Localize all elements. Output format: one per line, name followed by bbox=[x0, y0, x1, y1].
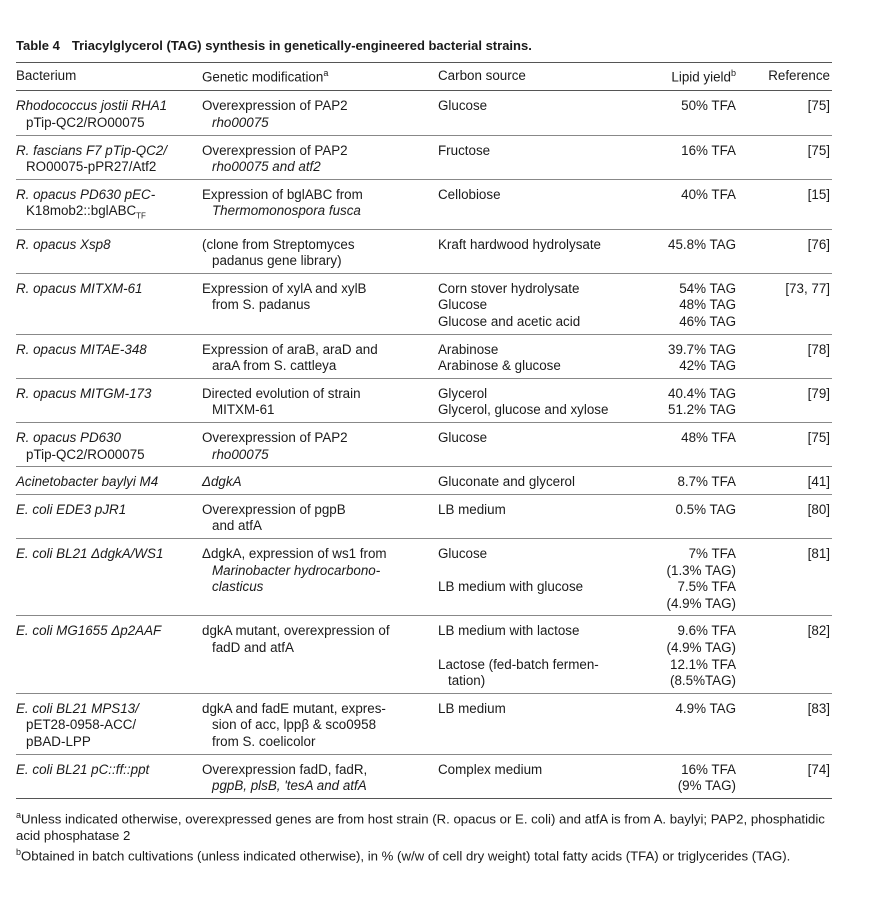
strain-line: E. coli BL21 ΔdgkA/WS1 bbox=[16, 546, 164, 562]
strain-line: R. opacus PD630 pEC- bbox=[16, 186, 156, 202]
cell-yield bbox=[642, 334, 758, 378]
modification-line: ΔdgkA, expression of ws1 from bbox=[202, 546, 387, 562]
cell-carbon bbox=[438, 378, 642, 422]
cell-modification bbox=[202, 494, 438, 538]
cell-yield bbox=[642, 616, 758, 693]
modification-line: Overexpression of PAP2 bbox=[202, 98, 348, 114]
cell-carbon bbox=[438, 539, 642, 616]
table-row bbox=[16, 273, 832, 334]
table-row bbox=[16, 135, 832, 179]
modification-line: Thermomonospora fusca bbox=[212, 203, 361, 219]
carbon-line: Cellobiose bbox=[438, 186, 501, 202]
carbon-line: Glucose and acetic acid bbox=[438, 314, 581, 330]
table-footnotes bbox=[16, 807, 832, 865]
table-row bbox=[16, 179, 832, 229]
strain-line: K18mob2::bglABC bbox=[26, 203, 137, 219]
table-row bbox=[16, 334, 832, 378]
yield-line: 42% TAG bbox=[679, 358, 736, 374]
cell-reference: [78] bbox=[807, 341, 830, 357]
strain-line: Acinetobacter baylyi M4 bbox=[16, 474, 159, 490]
table-row bbox=[16, 378, 832, 422]
footnote-a-marker: a bbox=[323, 68, 329, 78]
strain-line: R. opacus MITXM-61 bbox=[16, 280, 143, 296]
carbon-line: Arabinose bbox=[438, 341, 499, 357]
modification-line: Expression of araB, araD and bbox=[202, 341, 378, 357]
cell-bacterium bbox=[16, 378, 202, 422]
cell-bacterium bbox=[16, 693, 202, 754]
cell-bacterium bbox=[16, 494, 202, 538]
yield-line: 16% TFA bbox=[681, 142, 736, 158]
carbon-line: LB medium with lactose bbox=[438, 623, 580, 639]
cell-yield bbox=[642, 179, 758, 229]
cell-carbon bbox=[438, 423, 642, 467]
cell-bacterium bbox=[16, 135, 202, 179]
cell-carbon bbox=[438, 693, 642, 754]
header-yield-label: Lipid yield bbox=[671, 69, 731, 85]
footnote-b bbox=[16, 844, 832, 864]
cell-reference: [81] bbox=[807, 546, 830, 562]
table-row bbox=[16, 91, 832, 135]
carbon-line: Corn stover hydrolysate bbox=[438, 280, 580, 296]
cell-carbon bbox=[438, 616, 642, 693]
cell-yield bbox=[642, 693, 758, 754]
carbon-line: Glycerol, glucose and xylose bbox=[438, 402, 609, 418]
table-row bbox=[16, 494, 832, 538]
cell-modification bbox=[202, 91, 438, 135]
cell-modification bbox=[202, 467, 438, 495]
cell-reference: [83] bbox=[807, 700, 830, 716]
cell-yield bbox=[642, 754, 758, 798]
cell-modification bbox=[202, 539, 438, 616]
cell-carbon bbox=[438, 334, 642, 378]
cell-bacterium bbox=[16, 179, 202, 229]
strain-line: R. opacus MITGM-173 bbox=[16, 385, 152, 401]
header-lipid-yield bbox=[642, 63, 758, 91]
cell-modification bbox=[202, 334, 438, 378]
modification-line: Expression of xylA and xylB bbox=[202, 280, 367, 296]
cell-modification bbox=[202, 229, 438, 273]
yield-line: 9.6% TFA bbox=[677, 623, 736, 639]
carbon-line: LB medium with glucose bbox=[438, 579, 584, 595]
cell-modification bbox=[202, 378, 438, 422]
modification-line: Overexpression fadD, fadR, bbox=[202, 761, 368, 777]
cell-carbon bbox=[438, 754, 642, 798]
header-modification bbox=[202, 63, 438, 91]
cell-modification bbox=[202, 754, 438, 798]
yield-line: (4.9% TAG) bbox=[666, 595, 736, 611]
cell-yield bbox=[642, 229, 758, 273]
strain-subscript: TF bbox=[136, 212, 146, 222]
footnote-b-marker: b bbox=[730, 68, 736, 78]
modification-line: clasticus bbox=[212, 579, 264, 595]
cell-bacterium bbox=[16, 616, 202, 693]
yield-line: 7% TFA bbox=[688, 546, 736, 562]
yield-line: 40% TFA bbox=[681, 186, 736, 202]
yield-line: (1.3% TAG) bbox=[666, 562, 736, 578]
table-row bbox=[16, 693, 832, 754]
modification-line: dgkA mutant, overexpression of bbox=[202, 623, 390, 639]
cell-carbon bbox=[438, 467, 642, 495]
table-title: Triacylglycerol (TAG) synthesis in genetically-engineered bacterial strains. bbox=[71, 38, 532, 53]
strain-line: pET28-0958-ACC/ bbox=[26, 717, 137, 733]
cell-bacterium bbox=[16, 229, 202, 273]
modification-line: araA from S. cattleya bbox=[212, 358, 337, 374]
carbon-line: LB medium bbox=[438, 501, 506, 517]
carbon-gap bbox=[438, 563, 642, 580]
cell-reference: [79] bbox=[807, 385, 830, 401]
table-row bbox=[16, 423, 832, 467]
strain-line: RO00075-pPR27/Atf2 bbox=[26, 159, 157, 175]
modification-line: rho00075 and atf2 bbox=[212, 159, 321, 175]
cell-carbon bbox=[438, 135, 642, 179]
carbon-line: Lactose (fed-batch fermen- bbox=[438, 656, 599, 672]
footnote-a-mark: a bbox=[16, 809, 22, 820]
carbon-line: Glucose bbox=[438, 98, 488, 114]
cell-reference: [75] bbox=[807, 98, 830, 114]
yield-line: 40.4% TAG bbox=[668, 385, 736, 401]
header-carbon-source: Carbon source bbox=[438, 63, 642, 91]
modification-line: from S. coelicolor bbox=[212, 733, 316, 749]
header-row bbox=[16, 63, 832, 91]
cell-modification bbox=[202, 423, 438, 467]
cell-yield bbox=[642, 539, 758, 616]
yield-line: 0.5% TAG bbox=[675, 501, 736, 517]
carbon-line: Glucose bbox=[438, 430, 488, 446]
modification-line: fadD and atfA bbox=[212, 639, 294, 655]
table-row bbox=[16, 616, 832, 693]
cell-carbon bbox=[438, 91, 642, 135]
header-bacterium: Bacterium bbox=[16, 63, 202, 91]
carbon-gap bbox=[438, 640, 642, 657]
strain-line: pTip-QC2/RO00075 bbox=[26, 446, 145, 462]
cell-bacterium bbox=[16, 334, 202, 378]
strain-line: pBAD-LPP bbox=[26, 733, 91, 749]
modification-line: from S. padanus bbox=[212, 297, 311, 313]
cell-reference: [73, 77] bbox=[785, 280, 830, 296]
cell-yield bbox=[642, 423, 758, 467]
footnote-b-text: Obtained in batch cultivations (unless indicated otherwise), in % (w/w of cell dry weight) total fatty acids (TFA) or triglycerides (TAG). bbox=[21, 848, 791, 864]
cell-reference: [82] bbox=[807, 623, 830, 639]
cell-carbon bbox=[438, 273, 642, 334]
strain-line: E. coli BL21 pC::ff::ppt bbox=[16, 761, 150, 777]
cell-yield bbox=[642, 135, 758, 179]
footnote-b-mark: b bbox=[16, 847, 22, 858]
modification-line: padanus gene library) bbox=[212, 253, 342, 269]
carbon-line: Gluconate and glycerol bbox=[438, 474, 575, 490]
carbon-line: LB medium bbox=[438, 700, 506, 716]
cell-modification bbox=[202, 179, 438, 229]
strain-line: R. fascians F7 pTip-QC2/ bbox=[16, 142, 167, 158]
cell-carbon bbox=[438, 229, 642, 273]
table-row bbox=[16, 229, 832, 273]
modification-line: Overexpression of pgpB bbox=[202, 501, 346, 517]
yield-line: 48% TFA bbox=[681, 430, 736, 446]
cell-modification bbox=[202, 693, 438, 754]
header-reference: Reference bbox=[758, 63, 832, 91]
table-row bbox=[16, 539, 832, 616]
header-modification-label: Genetic modification bbox=[202, 69, 324, 85]
table-container bbox=[16, 38, 832, 865]
modification-line: sion of acc, lppβ & sco0958 bbox=[212, 717, 377, 733]
carbon-line: Complex medium bbox=[438, 761, 543, 777]
yield-line: 45.8% TAG bbox=[668, 236, 736, 252]
carbon-line: Glycerol bbox=[438, 385, 488, 401]
cell-reference: [74] bbox=[807, 761, 830, 777]
yield-line: 16% TFA bbox=[681, 761, 736, 777]
strain-line: E. coli EDE3 pJR1 bbox=[16, 501, 127, 517]
modification-line: and atfA bbox=[212, 518, 262, 534]
yield-line: 4.9% TAG bbox=[675, 700, 736, 716]
yield-line: 7.5% TFA bbox=[677, 579, 736, 595]
carbon-line: Arabinose & glucose bbox=[438, 358, 561, 374]
modification-line: Directed evolution of strain bbox=[202, 385, 361, 401]
cell-reference: [76] bbox=[807, 236, 830, 252]
strain-line: E. coli BL21 MPS13/ bbox=[16, 700, 139, 716]
cell-modification bbox=[202, 135, 438, 179]
yield-line: 46% TAG bbox=[679, 314, 736, 330]
cell-yield bbox=[642, 467, 758, 495]
table-caption bbox=[16, 38, 832, 53]
yield-line: 39.7% TAG bbox=[668, 341, 736, 357]
yield-line: 51.2% TAG bbox=[668, 402, 736, 418]
cell-modification bbox=[202, 273, 438, 334]
carbon-line: Fructose bbox=[438, 142, 491, 158]
yield-line: (8.5%TAG) bbox=[670, 673, 736, 689]
footnote-a-text: Unless indicated otherwise, overexpressed genes are from host strain (R. opacus or E. coli) and atfA is from A. baylyi; PAP2, phosphatidic acid phosphatase 2 bbox=[16, 811, 825, 844]
cell-reference: [15] bbox=[807, 186, 830, 202]
cell-bacterium bbox=[16, 91, 202, 135]
carbon-line: Glucose bbox=[438, 297, 488, 313]
modification-line: pgpB, plsB, 'tesA and atfA bbox=[212, 778, 367, 794]
yield-line: 50% TFA bbox=[681, 98, 736, 114]
cell-reference: [75] bbox=[807, 142, 830, 158]
cell-yield bbox=[642, 91, 758, 135]
cell-modification bbox=[202, 616, 438, 693]
modification-line: Expression of bglABC from bbox=[202, 186, 363, 202]
yield-line: 12.1% TFA bbox=[670, 656, 736, 672]
cell-yield bbox=[642, 378, 758, 422]
yield-line: 8.7% TFA bbox=[677, 474, 736, 490]
strain-line: Rhodococcus jostii RHA1 bbox=[16, 98, 168, 114]
modification-line: Marinobacter hydrocarbono- bbox=[212, 562, 381, 578]
cell-bacterium bbox=[16, 423, 202, 467]
carbon-line: Kraft hardwood hydrolysate bbox=[438, 236, 602, 252]
strain-line: pTip-QC2/RO00075 bbox=[26, 115, 145, 131]
modification-line: (clone from Streptomyces bbox=[202, 236, 355, 252]
modification-line: Overexpression of PAP2 bbox=[202, 142, 348, 158]
table-row bbox=[16, 467, 832, 495]
modification-line: rho00075 bbox=[212, 446, 269, 462]
footnote-a bbox=[16, 807, 832, 844]
modification-line: rho00075 bbox=[212, 115, 269, 131]
table-number: Table 4 bbox=[16, 38, 60, 53]
modification-line: Overexpression of PAP2 bbox=[202, 430, 348, 446]
cell-bacterium bbox=[16, 754, 202, 798]
carbon-line: Glucose bbox=[438, 546, 488, 562]
cell-reference: [80] bbox=[807, 501, 830, 517]
strain-line: R. opacus MITAE-348 bbox=[16, 341, 147, 357]
cell-reference: [75] bbox=[807, 430, 830, 446]
strain-line: R. opacus Xsp8 bbox=[16, 236, 111, 252]
tag-synthesis-table bbox=[16, 62, 832, 799]
modification-line: MITXM-61 bbox=[212, 402, 275, 418]
cell-bacterium bbox=[16, 539, 202, 616]
cell-carbon bbox=[438, 179, 642, 229]
yield-line: (4.9% TAG) bbox=[666, 639, 736, 655]
cell-bacterium bbox=[16, 467, 202, 495]
carbon-line: tation) bbox=[448, 673, 486, 689]
cell-bacterium bbox=[16, 273, 202, 334]
cell-reference: [41] bbox=[807, 474, 830, 490]
modification-line: ΔdgkA bbox=[202, 474, 242, 490]
yield-line: (9% TAG) bbox=[677, 778, 736, 794]
cell-carbon bbox=[438, 494, 642, 538]
table-row bbox=[16, 754, 832, 798]
strain-line: R. opacus PD630 bbox=[16, 430, 121, 446]
yield-line: 48% TAG bbox=[679, 297, 736, 313]
yield-line: 54% TAG bbox=[679, 280, 736, 296]
modification-line: dgkA and fadE mutant, expres- bbox=[202, 700, 386, 716]
cell-yield bbox=[642, 273, 758, 334]
strain-line: E. coli MG1655 Δp2AAF bbox=[16, 623, 162, 639]
cell-yield bbox=[642, 494, 758, 538]
